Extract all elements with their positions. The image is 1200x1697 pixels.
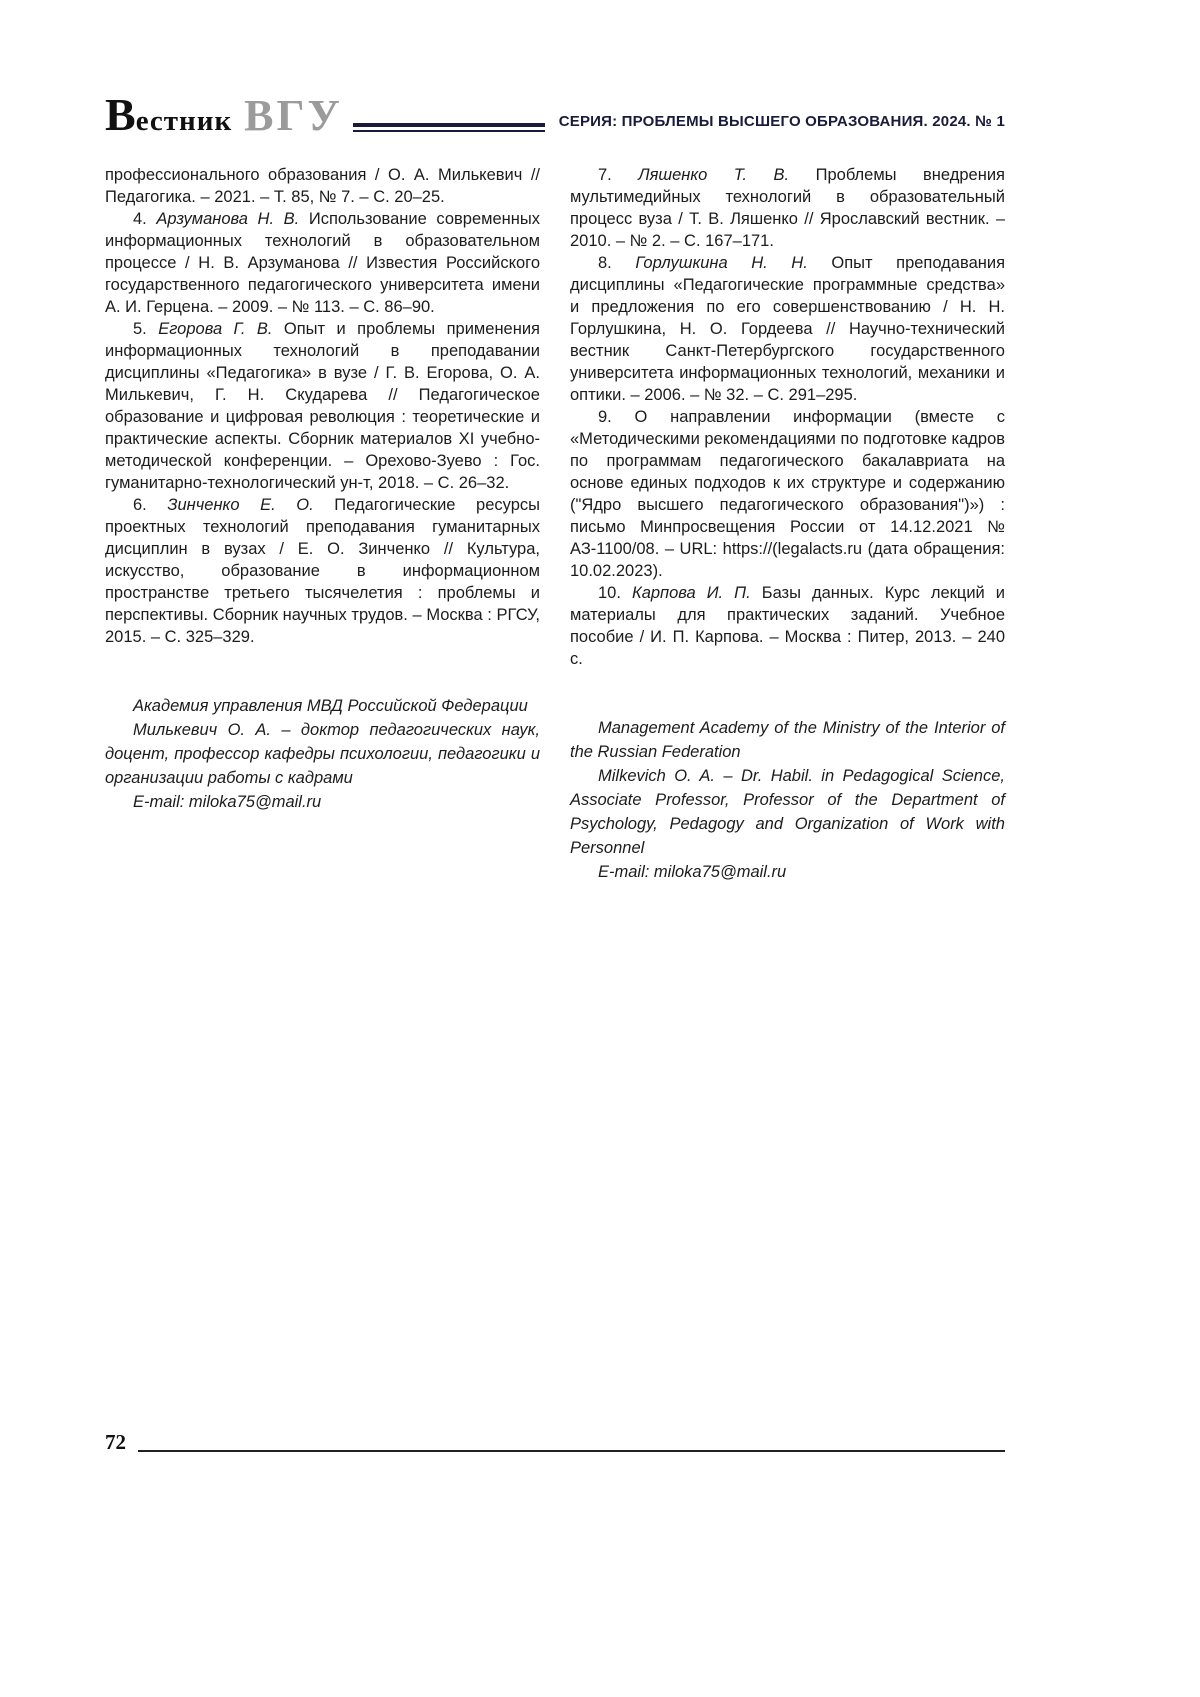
- reference-author: Горлушкина Н. Н.: [635, 254, 808, 272]
- footer-rule: [138, 1450, 1005, 1452]
- logo-initial: В: [105, 89, 136, 140]
- header-double-rule: [353, 123, 545, 132]
- reference-text: Базы данных. Курс лекций и материалы для практических заданий. Учебное пособие / И. П. Карпова. – Москва : Питер, 2013. – 240 с.: [570, 584, 1006, 668]
- continuation-paragraph: [105, 164, 540, 208]
- reference-text: Опыт и проблемы применения информационных технологий в преподавании дисциплины «Педагогика» в вузе / Г. В. Егорова, О. А. Милькевич, Г. Н. Скударева // Педагогическое образование и цифровая революция : теоретические и практические аспекты. Сборник материалов XI учебно-методической конференции. – Орехово-Зуево : Гос. гуманитарно-технологический ун-т, 2018. – С. 26–32.: [105, 320, 540, 492]
- page-content: [105, 89, 1006, 884]
- reference-number: 5.: [133, 320, 147, 338]
- page-footer: [105, 1430, 1005, 1455]
- reference-number: 8.: [598, 254, 612, 272]
- reference-author: Арзуманова Н. В.: [156, 210, 300, 228]
- series-title: СЕРИЯ: ПРОБЛЕМЫ ВЫСШЕГО ОБРАЗОВАНИЯ. 2024. № 1: [558, 113, 1005, 130]
- reference-author: Егорова Г. В.: [158, 320, 273, 338]
- reference-item: [105, 494, 540, 648]
- reference-text: Педагогические ресурсы проектных технологий преподавания гуманитарных дисциплин в вузах / Е. О. Зинченко // Культура, искусство, образование в информационном пространстве третьего тысячелетия : проблемы и перспективы. Сборник научных трудов. – Москва : РГСУ, 2015. – С. 325–329.: [105, 496, 540, 646]
- reference-text: профессионального образования / О. А. Милькевич // Педагогика. – 2021. – Т. 85, № 7. – С. 20–25.: [105, 166, 540, 206]
- reference-text: Проблемы внедрения мультимедийных технологий в образовательный процесс вуза / Т. В. Ляшенко // Ярославский вестник. – 2010. – № 2. – С. 167–171.: [570, 166, 1005, 250]
- reference-text: О направлении информации (вместе с «Методическими рекомендациями по подготовке кадров по программам педагогического бакалавриата на основе единых подходов к их структуре и содержанию ("Ядро высшего педагогического образования")») : письмо Минпросвещения России от 14.12.2021 № АЗ-1100/08. – URL: https://(legalacts.ru (дата обращения: 10.02.2023).: [570, 408, 1006, 580]
- reference-number: 7.: [598, 166, 612, 184]
- reference-item: [105, 318, 540, 494]
- journal-logo: [105, 89, 343, 140]
- affiliation-ru: [105, 694, 540, 814]
- affiliation-line: Милькевич О. А. – доктор педагогических наук, доцент, профессор кафедры психологии, педагогики и организации работы с кадрами: [105, 721, 540, 787]
- reference-item: [570, 252, 1005, 406]
- reference-author: Карпова И. П.: [631, 584, 751, 602]
- reference-text: Использование современных информационных технологий в образовательном процессе / Н. В. Арзуманова // Известия Российского государственного педагогического университета имени А. И. Герцена. – 2009. – № 113. – С. 86–90.: [105, 210, 540, 316]
- reference-item: [105, 208, 540, 318]
- affiliation-line: Академия управления МВД Российской Федерации: [133, 697, 528, 715]
- affiliation-email: E-mail: miloka75@mail.ru: [598, 863, 787, 881]
- reference-number: 10.: [598, 584, 621, 602]
- affiliation-en: [570, 716, 1005, 884]
- reference-author: Ляшенко Т. В.: [638, 166, 790, 184]
- reference-item: [570, 406, 1005, 582]
- affiliation-email: E-mail: miloka75@mail.ru: [133, 793, 322, 811]
- page-number: 72: [105, 1430, 126, 1454]
- reference-number: 6.: [133, 496, 147, 514]
- reference-item: [570, 582, 1005, 670]
- affiliation-line: Milkevich O. A. – Dr. Habil. in Pedagogical Science, Associate Professor, Professor of the Department of Psychology, Pedagogy and Organization of Work with Personnel: [570, 767, 1005, 857]
- logo-acronym: ВГУ: [244, 91, 343, 140]
- page-header: [105, 89, 1005, 140]
- left-column: [105, 164, 540, 884]
- reference-number: 4.: [133, 210, 147, 228]
- reference-number: 9.: [598, 408, 612, 426]
- logo-wordmark: естник: [135, 105, 233, 137]
- references-section: [105, 164, 1005, 884]
- affiliation-line: Management Academy of the Ministry of the Interior of the Russian Federation: [570, 719, 1005, 761]
- reference-text: Опыт преподавания дисциплины «Педагогические программные средства» и предложения по его совершенствованию / Н. Н. Горлушкина, Н. О. Гордеева // Научно-технический вестник Санкт-Петербургского государственного университета информационных технологий, механики и оптики. – 2006. – № 32. – С. 291–295.: [570, 254, 1006, 404]
- reference-author: Зинченко Е. О.: [167, 496, 314, 514]
- reference-item: [570, 164, 1005, 252]
- right-column: [570, 164, 1005, 884]
